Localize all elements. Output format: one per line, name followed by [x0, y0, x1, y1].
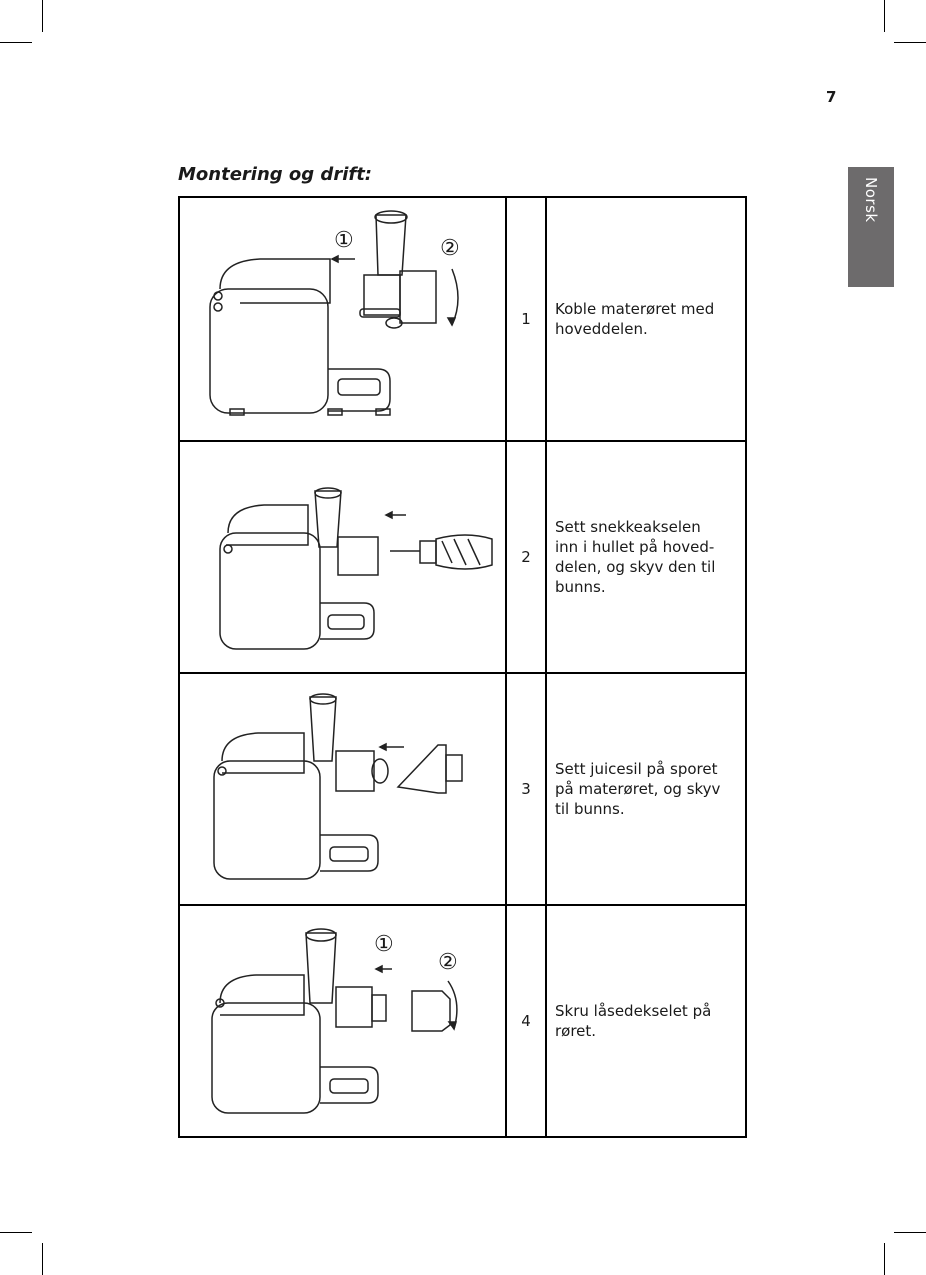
step-illustration — [179, 441, 506, 673]
step-instruction — [546, 197, 746, 441]
step-instruction — [546, 673, 746, 905]
page-title: Montering og drift: — [178, 164, 373, 185]
juicer-auger-illustration — [180, 443, 505, 671]
step-text: Skru låsedekselet på røret. — [555, 1002, 712, 1040]
step-number: 1 — [506, 197, 546, 441]
crop-mark — [884, 1243, 885, 1275]
step-text: Sett snekkeakselen inn i hullet på hoved- delen, og skyv den til bunns. — [555, 518, 716, 596]
step-text: Koble materøret med hoveddelen. — [555, 300, 715, 338]
crop-mark — [884, 0, 885, 32]
callout-2-step-4: ② — [438, 950, 458, 975]
step-number: 2 — [506, 441, 546, 673]
step-instruction — [546, 441, 746, 673]
juicer-strainer-illustration — [180, 675, 505, 903]
juicer-locking-cap-illustration — [180, 907, 505, 1135]
step-number: 4 — [506, 905, 546, 1137]
step-row — [179, 673, 746, 905]
crop-mark — [42, 0, 43, 32]
page-number: 7 — [826, 88, 837, 106]
crop-mark — [894, 1232, 926, 1233]
step-illustration — [179, 673, 506, 905]
callout-1-step-1: ① — [334, 228, 354, 253]
step-row — [179, 905, 746, 1137]
callout-2-step-1: ② — [440, 236, 460, 261]
crop-mark — [0, 42, 32, 43]
assembly-steps-table — [178, 196, 747, 1138]
step-row — [179, 197, 746, 441]
step-illustration — [179, 905, 506, 1137]
crop-mark — [894, 42, 926, 43]
crop-mark — [0, 1232, 32, 1233]
step-text: Sett juicesil på sporet på materøret, og skyv til bunns. — [555, 760, 721, 818]
crop-mark — [42, 1243, 43, 1275]
language-tab — [848, 167, 894, 287]
step-instruction — [546, 905, 746, 1137]
callout-1-step-4: ① — [374, 932, 394, 957]
language-tab-label: Norsk — [862, 177, 880, 223]
step-row — [179, 441, 746, 673]
step-number: 3 — [506, 673, 546, 905]
